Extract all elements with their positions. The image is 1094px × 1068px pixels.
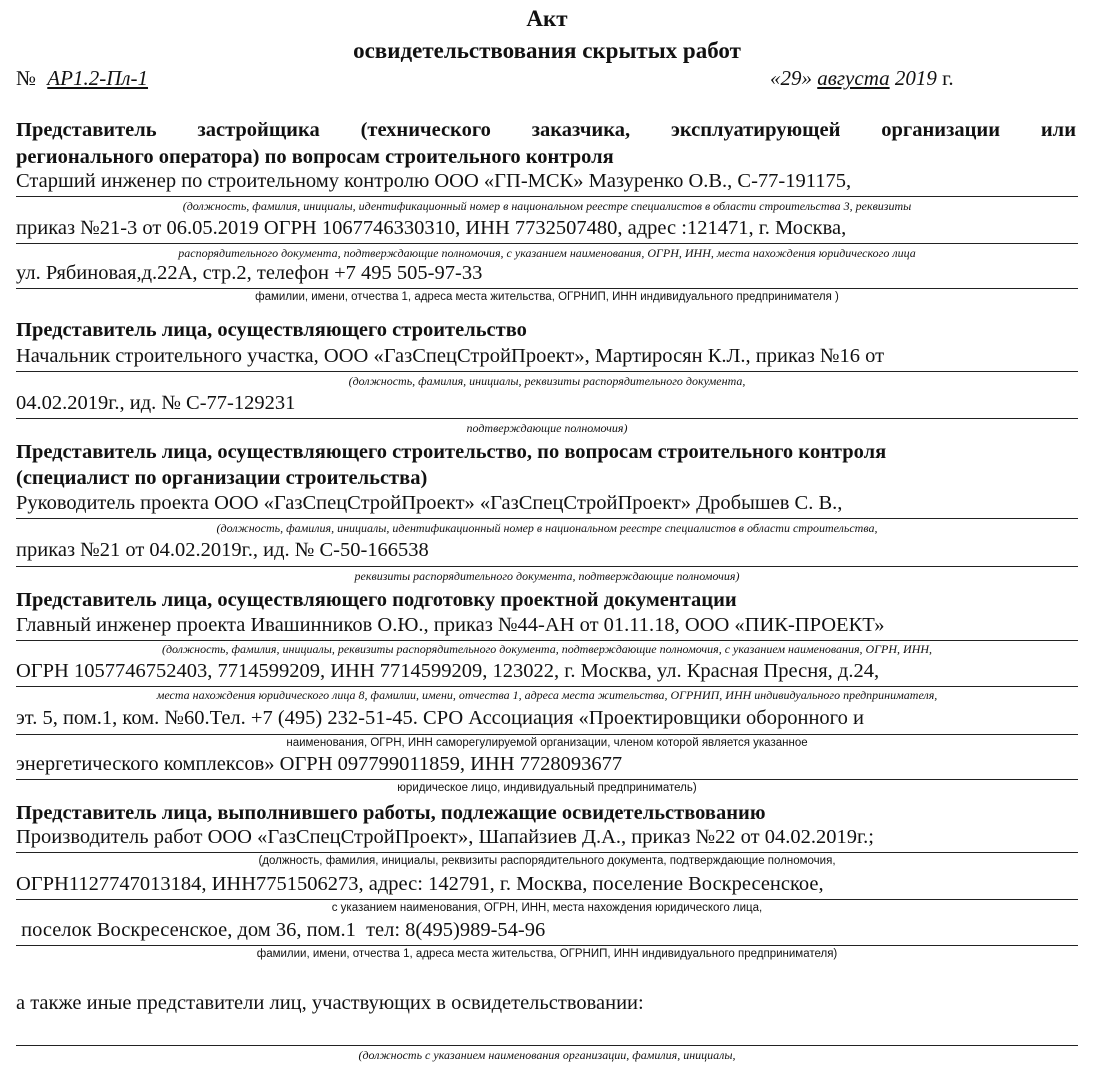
designer-hint-1: (должность, фамилия, инициалы, реквизиты распорядительного документа, подтверждающие полномочия, с указанием наименования, ОГРН, ИНН, <box>161 642 933 656</box>
designer-line-3: эт. 5, пом.1, ком. №60.Тел. +7 (495) 232-51-45. СРО Ассоциация «Проектировщики оборонного и <box>16 707 864 729</box>
developer-hint-3: фамилии, имени, отчества 1, адреса места жительства, ОГРНИП, ИНН индивидуального предпринимателя ) <box>255 291 839 303</box>
builder-control-rule-1 <box>16 518 1078 519</box>
date-month: августа <box>817 66 890 90</box>
date-day: «29» <box>770 66 812 90</box>
performer-hint-3: фамилии, имени, отчества 1, адреса места жительства, ОГРНИП, ИНН индивидуального предпринимателя) <box>256 948 838 960</box>
others-rule <box>16 1045 1078 1046</box>
builder-hint-1: (должность, фамилия, инициалы, реквизиты распорядительного документа, <box>348 374 746 388</box>
developer-hint-2: распорядительного документа, подтверждающие полномочия, с указанием наименования, ОГРН, ИНН, места нахождения юридического лица <box>178 246 916 260</box>
developer-line-3: ул. Рябиновая,д.22А, стр.2, телефон +7 495 505-97-33 <box>16 262 483 284</box>
builder-heading: Представитель лица, осуществляющего строительство <box>16 319 527 341</box>
performer-hint-2: с указанием наименования, ОГРН, ИНН, места нахождения юридического лица, <box>331 902 763 914</box>
developer-line-1: Старший инженер по строительному контролю ООО «ГП-МСК» Мазуренко О.В., С-77-191175, <box>16 170 852 192</box>
others-hint: (должность с указанием наименования организации, фамилия, инициалы, <box>358 1048 736 1062</box>
builder-rule-1 <box>16 371 1078 372</box>
builder-control-rule-2 <box>16 566 1078 567</box>
developer-rule-3 <box>16 288 1078 289</box>
designer-hint-4: юридическое лицо, индивидуальный предприниматель) <box>397 782 697 794</box>
builder-hint-2: подтверждающие полномочия) <box>466 421 628 435</box>
performer-line-2: ОГРН1127747013184, ИНН7751506273, адрес: 142791, г. Москва, поселение Воскресенское, <box>16 873 824 895</box>
performer-rule-2 <box>16 899 1078 900</box>
builder-line-1: Начальник строительного участка, ООО «ГазСпецСтройПроект», Мартиросян К.Л., приказ №16 от <box>16 345 885 367</box>
designer-rule-1 <box>16 640 1078 641</box>
others-text: а также иные представители лиц, участвующих в освидетельствовании: <box>16 992 644 1014</box>
date-year: 2019 <box>894 66 937 90</box>
designer-rule-2 <box>16 686 1078 687</box>
developer-rule-2 <box>16 243 1078 244</box>
designer-line-1: Главный инженер проекта Ивашинников О.Ю., приказ №44-АН от 01.11.18, ООО «ПИК-ПРОЕКТ» <box>16 614 885 636</box>
performer-heading: Представитель лица, выполнившего работы, подлежащие освидетельствованию <box>16 802 766 824</box>
designer-heading: Представитель лица, осуществляющего подготовку проектной документации <box>16 589 737 611</box>
document-subtitle: освидетельствования скрытых работ <box>353 38 741 63</box>
builder-control-line-2: приказ №21 от 04.02.2019г., ид. № С-50-166538 <box>16 539 429 561</box>
date-suffix: г. <box>942 66 954 90</box>
designer-line-4: энергетического комплексов» ОГРН 097799011859, ИНН 7728093677 <box>16 753 623 775</box>
number-prefix: № <box>16 66 37 90</box>
designer-rule-3 <box>16 734 1078 735</box>
designer-rule-4 <box>16 779 1078 780</box>
builder-control-hint-1: (должность, фамилия, инициалы, идентификационный номер в национальном реестре специалистов в области строительства, <box>216 521 878 535</box>
developer-line-2: приказ №21-3 от 06.05.2019 ОГРН 1067746330310, ИНН 7732507480, адрес :121471, г. Москва, <box>16 217 847 239</box>
document-title: Акт <box>526 6 568 31</box>
performer-rule-1 <box>16 852 1078 853</box>
developer-hint-1: (должность, фамилия, инициалы, идентификационный номер в национальном реестре специалистов в области строительства 3, реквизиты <box>182 199 912 213</box>
act-number <box>16 66 148 91</box>
builder-control-line-1: Руководитель проекта ООО «ГазСпецСтройПроект» «ГазСпецСтройПроект» Дробышев С. В., <box>16 492 843 514</box>
performer-line-3: поселок Воскресенское, дом 36, пом.1 тел: 8(495)989-54-96 <box>16 919 546 941</box>
builder-rule-2 <box>16 418 1078 419</box>
developer-heading-2: регионального оператора) по вопросам строительного контроля <box>16 146 614 168</box>
developer-rule-1 <box>16 196 1078 197</box>
performer-line-1: Производитель работ ООО «ГазСпецСтройПроект», Шапайзиев Д.А., приказ №22 от 04.02.2019г.; <box>16 826 874 848</box>
builder-control-hint-2: реквизиты распорядительного документа, подтверждающие полномочия) <box>354 569 740 583</box>
builder-control-heading-1: Представитель лица, осуществляющего строительство, по вопросам строительного контроля <box>16 441 887 463</box>
builder-line-2: 04.02.2019г., ид. № С-77-129231 <box>16 392 296 414</box>
developer-heading-1: Представитель застройщика (технического заказчика, эксплуатирующей организации или <box>16 119 1076 141</box>
designer-line-2: ОГРН 1057746752403, 7714599209, ИНН 7714599209, 123022, г. Москва, ул. Красная Пресня, д.24, <box>16 660 880 682</box>
number-value: АР1.2-Пл-1 <box>47 66 149 90</box>
designer-hint-2: места нахождения юридического лица 8, фамилии, имени, отчества 1, адреса места жительства, ОГРНИП, ИНН индивидуального предпринимателя, <box>156 688 938 702</box>
performer-rule-3 <box>16 945 1078 946</box>
act-date <box>770 66 954 91</box>
performer-hint-1: (должность, фамилия, инициалы, реквизиты распорядительного документа, подтверждающие полномочия, <box>258 855 836 867</box>
designer-hint-3: наименования, ОГРН, ИНН саморегулируемой организации, членом которой является указанное <box>286 737 808 749</box>
builder-control-heading-2: (специалист по организации строительства) <box>16 467 428 489</box>
